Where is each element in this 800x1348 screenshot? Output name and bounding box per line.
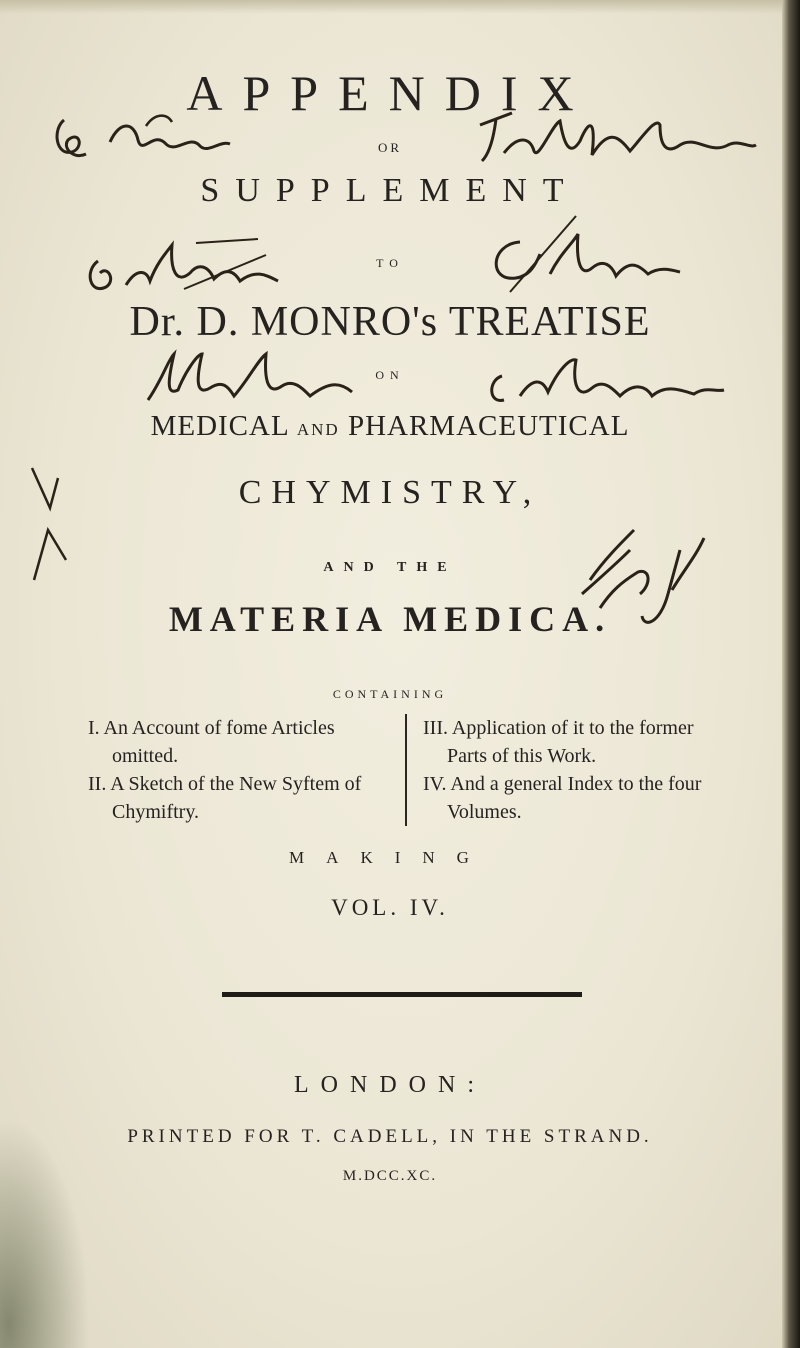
imprint-city: LONDON: bbox=[294, 1072, 486, 1098]
containing-label: CONTAINING bbox=[332, 687, 448, 701]
contents-item: I. An Account of fome Articles omitted. bbox=[88, 717, 335, 767]
page-stain bbox=[0, 1118, 90, 1348]
contents-left-column bbox=[88, 714, 407, 826]
on-connector: ON bbox=[375, 368, 405, 382]
to-connector: TO bbox=[376, 256, 404, 270]
margin-mark bbox=[18, 460, 78, 600]
handwritten-annotation bbox=[560, 520, 720, 640]
handwritten-annotation bbox=[138, 340, 388, 410]
making-label: MAKING bbox=[289, 848, 491, 867]
chymistry-heading: CHYMISTRY, bbox=[238, 474, 542, 511]
handwritten-annotation bbox=[460, 95, 760, 170]
handwritten-annotation bbox=[80, 225, 320, 300]
page-top-edge bbox=[0, 0, 800, 14]
contents-item: II. A Sketch of the New Syftem of Chymiftry. bbox=[88, 773, 362, 823]
imprint-printer: PRINTED FOR T. CADELL, IN THE STRAND. bbox=[127, 1126, 653, 1147]
or-connector: OR bbox=[377, 140, 403, 155]
contents-right-column bbox=[407, 714, 728, 826]
contents-item: IV. And a general Index to the four Volumes. bbox=[423, 773, 702, 823]
handwritten-annotation bbox=[480, 340, 730, 410]
pharmaceutical-word: PHARMACEUTICAL bbox=[347, 410, 630, 442]
contents-item: III. Application of it to the former Parts of this Work. bbox=[423, 717, 694, 767]
contents-columns bbox=[88, 714, 728, 826]
treatise-heading: Dr. D. MONRO's TREATISE bbox=[129, 299, 651, 345]
appendix-heading: APPENDIX bbox=[186, 65, 594, 121]
handwritten-annotation bbox=[480, 214, 690, 294]
handwritten-annotation bbox=[50, 100, 250, 170]
medical-heading bbox=[0, 410, 780, 443]
supplement-heading: SUPPLEMENT bbox=[200, 172, 580, 209]
volume-label: VOL. IV. bbox=[331, 895, 449, 920]
imprint-date: M.DCC.XC. bbox=[342, 1168, 438, 1184]
medical-word: MEDICAL bbox=[150, 410, 289, 442]
and-the-connector: AND THE bbox=[323, 560, 457, 575]
materia-medica-heading: MATERIA MEDICA. bbox=[168, 599, 612, 639]
horizontal-rule bbox=[222, 992, 582, 997]
medical-and: AND bbox=[296, 420, 340, 439]
page-binding-edge bbox=[782, 0, 800, 1348]
